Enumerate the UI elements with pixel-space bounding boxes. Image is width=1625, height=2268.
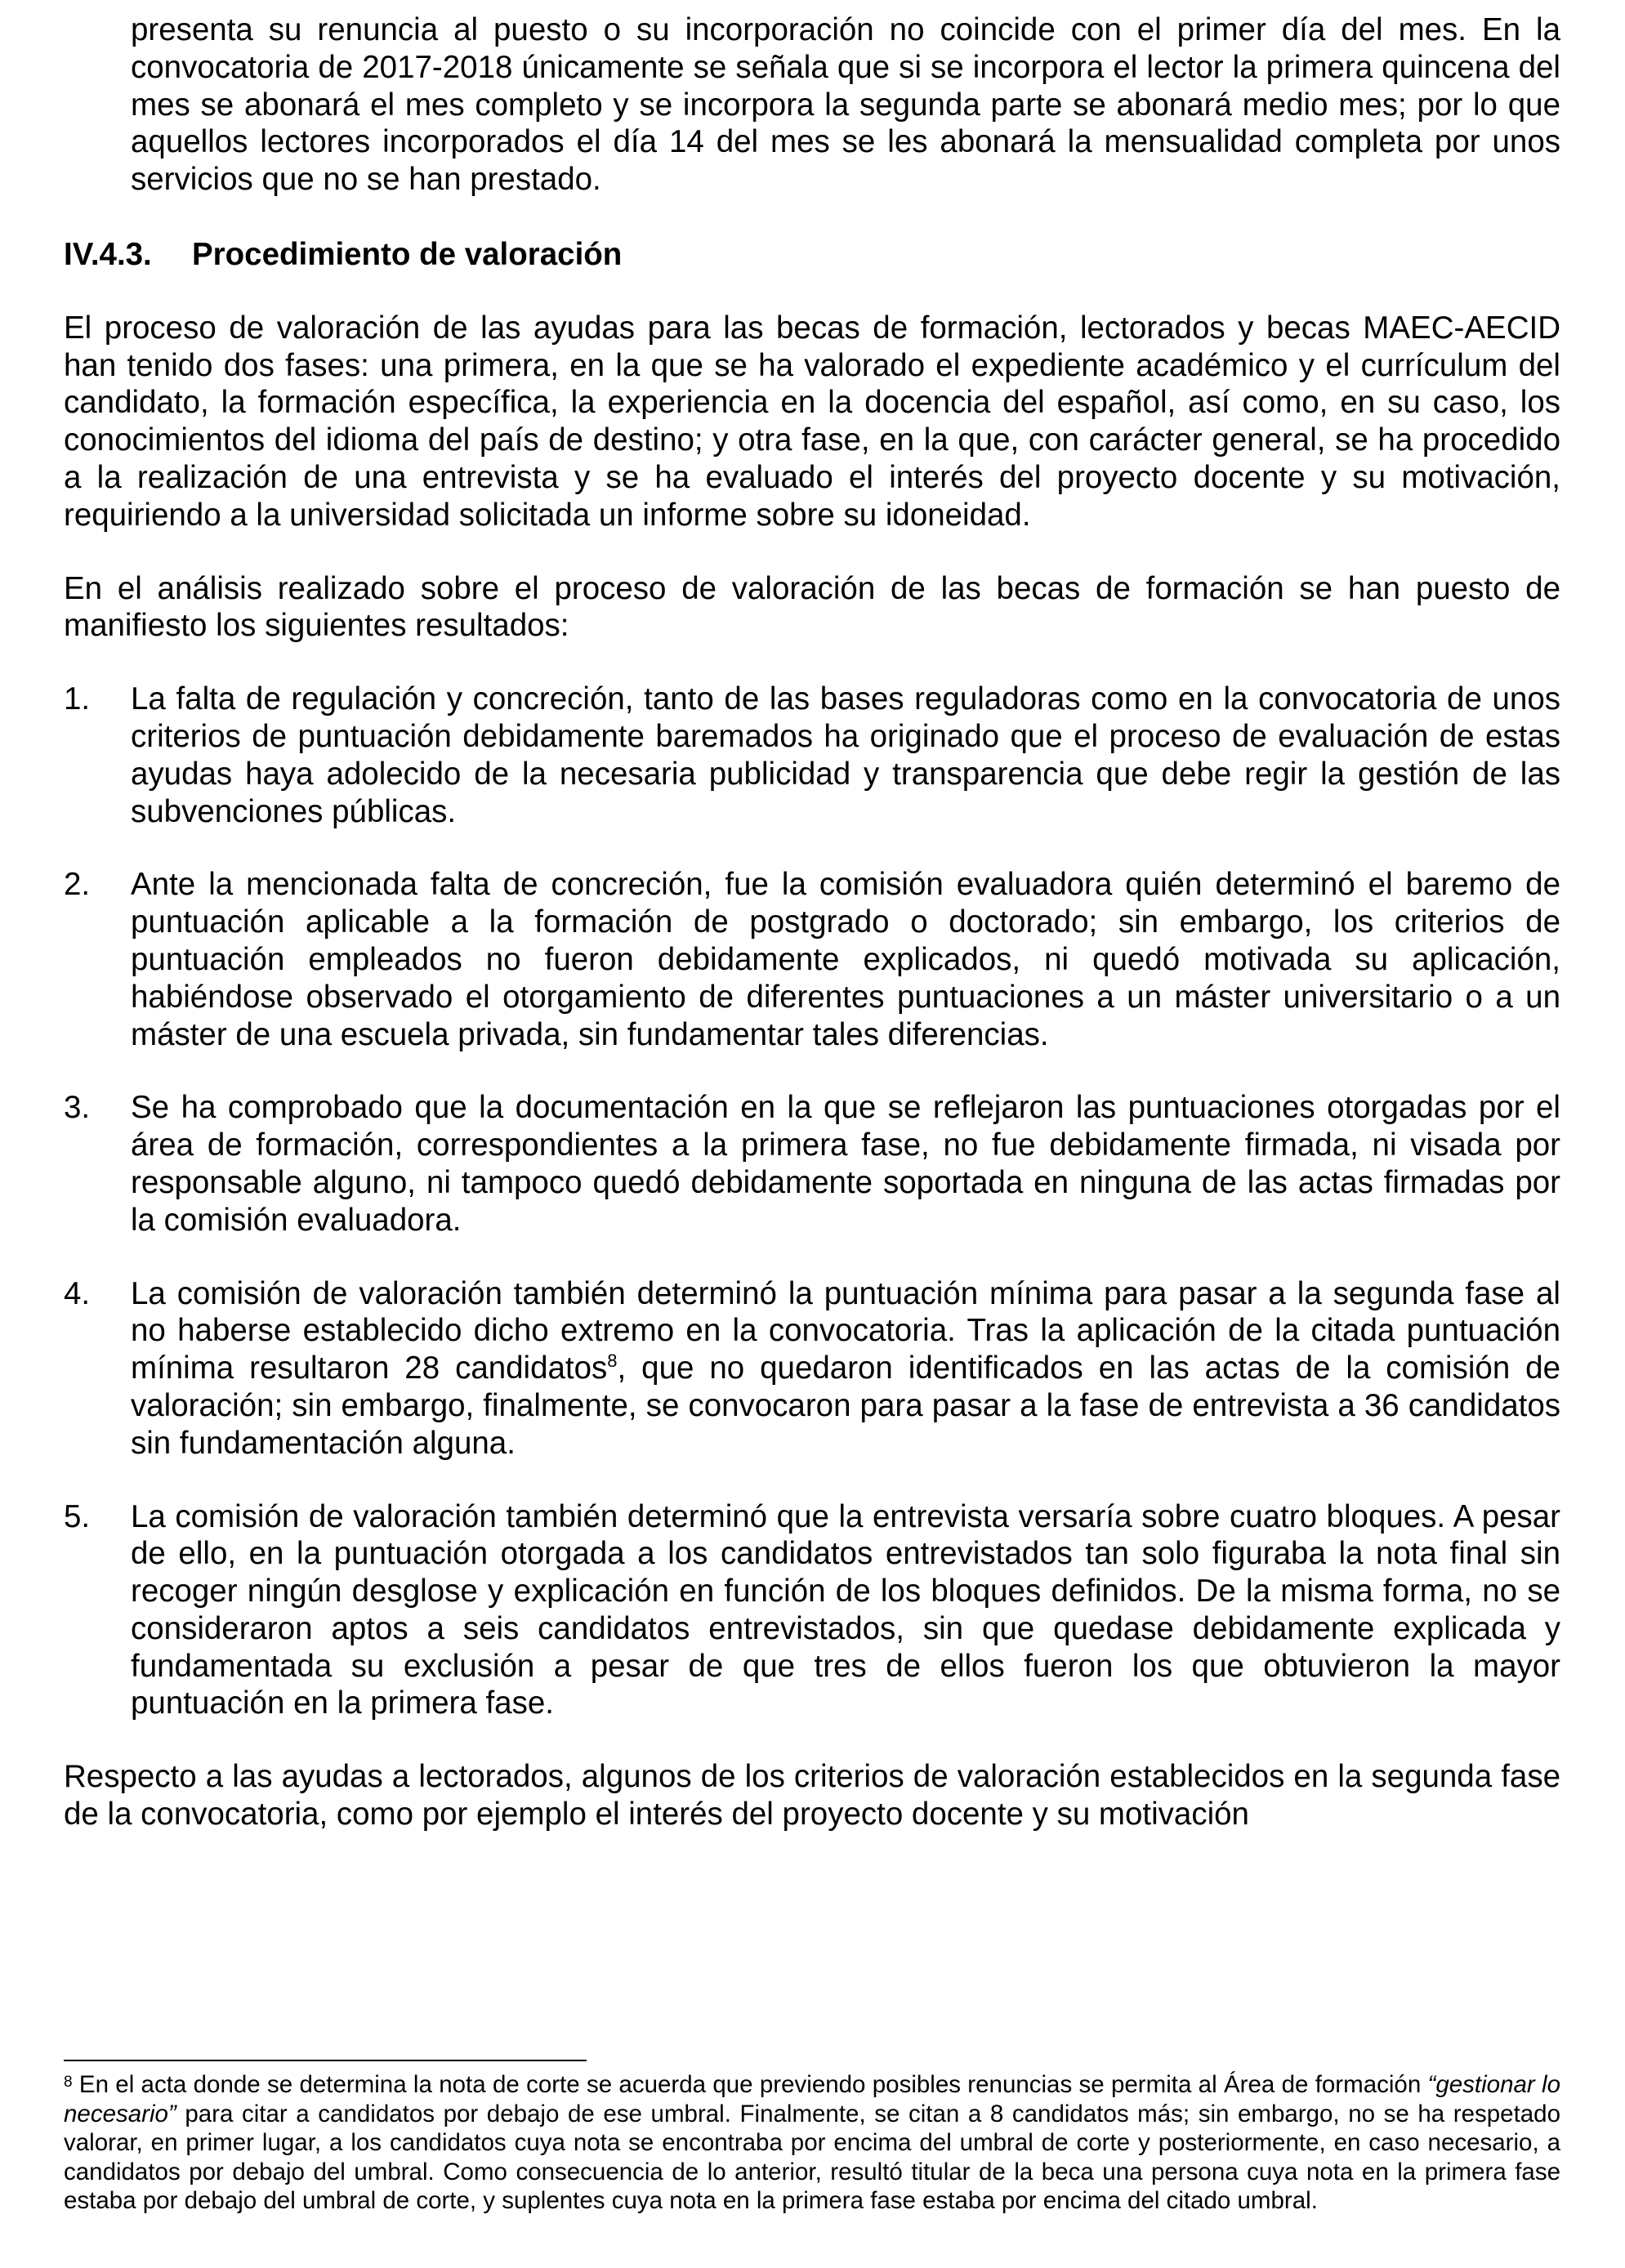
- list-item: [64, 1498, 1560, 1723]
- footnote-quote: “gestionar lo necesario”: [64, 2071, 1560, 2127]
- list-item-number: 2.: [64, 867, 91, 903]
- footnote-text-part: En el acta donde se determina la nota de corte se acuerda que previendo posibles renuncias se permita al Área de formación: [72, 2071, 1428, 2098]
- footnote-reference: 8: [607, 1351, 618, 1372]
- list-item-text: Ante la mencionada falta de concreción, fue la comisión evaluadora quién determinó el baremo de puntuación aplicable a la formación de postgrado o doctorado; sin embargo, los criterios de puntuación empleados no fueron debidamente explicados, ni quedó motivada su aplicación, habiéndose observado el otorgamiento de diferentes puntuaciones a un máster universitario o a un máster de una escuela privada, sin fundamentar tales diferencias.: [131, 867, 1560, 1052]
- list-item-number: 1.: [64, 681, 91, 717]
- list-item-text: La falta de regulación y concreción, tanto de las bases reguladoras como en la convocatoria de unos criterios de puntuación debidamente baremados ha originado que el proceso de evaluación de estas ayudas haya adolecido de la necesaria publicidad y transparencia que debe regir la gestión de las subvenciones públicas.: [131, 681, 1560, 829]
- list-item: [64, 681, 1560, 830]
- list-item-text: [131, 1275, 1560, 1462]
- footnote-mark: 8: [64, 2074, 73, 2091]
- list-item: [64, 1275, 1560, 1462]
- intro-paragraph: presenta su renuncia al puesto o su incorporación no coincide con el primer día del mes. En la convocatoria de 2017-2018 únicamente se señala que si se incorpora el lector la primera quincena del mes se abonará el mes completo y se incorpora la segunda parte se abonará medio mes; por lo que aquellos lectores incorporados el día 14 del mes se les abonará la mensualidad completa por unos servicios que no se han prestado.: [131, 12, 1560, 198]
- section-number: IV.4.3.: [64, 236, 152, 272]
- footnote-separator: [64, 2060, 587, 2061]
- footnote-text-part: para citar a candidatos por debajo de ese umbral. Finalmente, se citan a 8 candidatos más; sin embargo, no se ha respetado valorar, en primer lugar, a los candidatos cuya nota se encontraba por encima del umbral de corte y posteriormente, en caso necesario, a candidatos por debajo del umbral. Como consecuencia de lo anterior, resultó titular de la beca una persona cuya nota en la primera fase estaba por debajo del umbral de corte, y suplentes cuya nota en la primera fase estaba por encima del citado umbral.: [64, 2100, 1560, 2214]
- list-item: [64, 1089, 1560, 1239]
- closing-paragraph: Respecto a las ayudas a lectorados, algunos de los criterios de valoración establecidos en la segunda fase de la convocatoria, como por ejemplo el interés del proyecto docente y su motivación: [64, 1759, 1560, 1833]
- list-item-text: La comisión de valoración también determinó que la entrevista versaría sobre cuatro bloques. A pesar de ello, en la puntuación otorgada a los candidatos entrevistados tan solo figuraba la nota final sin recoger ningún desglose y explicación en función de los bloques definidos. De la misma forma, no se consideraron aptos a seis candidatos entrevistados, sin que quedase debidamente explicada y fundamentada su exclusión a pesar de que tres de ellos fueron los que obtuvieron la mayor puntuación en la primera fase.: [131, 1498, 1560, 1721]
- list-item-number: 3.: [64, 1090, 91, 1126]
- section-title: Procedimiento de valoración: [192, 236, 623, 272]
- list-item-text-part: , que no quedaron identificados en las actas de la comisión de valoración; sin embargo, finalmente, se convocaron para pasar a la fase de entrevista a 36 candidatos sin fundamentación alguna.: [131, 1351, 1560, 1461]
- list-item-number: 5.: [64, 1498, 91, 1534]
- body-paragraph: En el análisis realizado sobre el proceso de valoración de las becas de formación se han puesto de manifiesto los siguientes resultados:: [64, 570, 1560, 644]
- body-paragraph: El proceso de valoración de las ayudas para las becas de formación, lectorados y becas MAEC-AECID han tenido dos fases: una primera, en la que se ha valorado el expediente académico y el currículum del candidato, la formación específica, la experiencia en la docencia del español, así como, en su caso, los conocimientos del idioma del país de destino; y otra fase, en la que, con carácter general, se ha procedido a la realización de una entrevista y se ha evaluado el interés del proyecto docente y su motivación, requiriendo a la universidad solicitada un informe sobre su idoneidad.: [64, 310, 1560, 533]
- list-item: [64, 866, 1560, 1053]
- document-page: [64, 11, 1560, 1833]
- list-item-number: 4.: [64, 1275, 91, 1311]
- list-item-text-part: La comisión de valoración también determinó la puntuación mínima para pasar a la segunda fase al no haberse establecido dicho extremo en la convocatoria. Tras la aplicación de la citada puntuación mínima resultaron 28 candidatos: [131, 1275, 1560, 1386]
- footnote: [64, 2070, 1560, 2216]
- section-heading: [64, 236, 1560, 274]
- list-item-text: Se ha comprobado que la documentación en la que se reflejaron las puntuaciones otorgadas por el área de formación, correspondientes a la primera fase, no fue debidamente firmada, ni visada por responsable alguno, ni tampoco quedó debidamente soportada en ninguna de las actas firmadas por la comisión evaluadora.: [131, 1090, 1560, 1238]
